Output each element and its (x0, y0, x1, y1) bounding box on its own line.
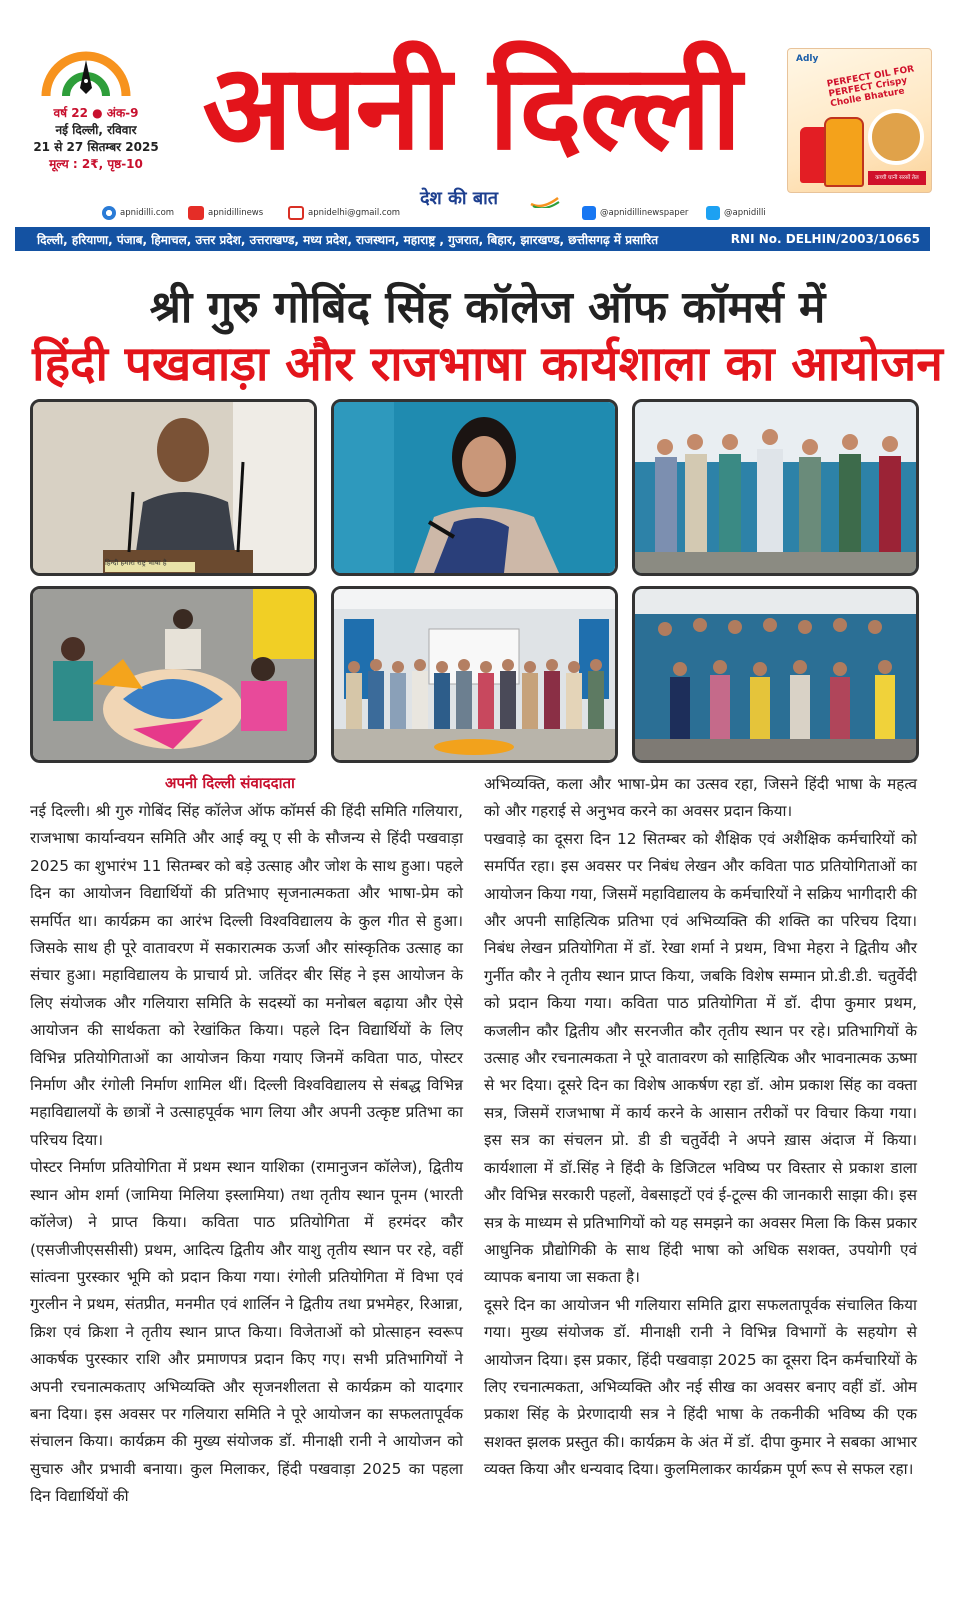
certificate-group-illustration (635, 402, 916, 573)
facebook-icon (582, 206, 596, 220)
rangoli-students-illustration (33, 589, 314, 760)
newspaper-title: अपनी दिल्ली (202, 38, 740, 176)
issue-number: वर्ष 22 ● अंक-9 (53, 106, 139, 120)
paragraph: पोस्टर निर्माण प्रतियोगिता में प्रथम स्थान याशिका (रामानुजन कॉलेज), द्वितीय स्थान ओम शर्मा (जामिया मिलिया इस्लामिया) तथा तृतीय स्थान पूनम (भारती कॉलेज) ने प्राप्त किया। कविता पाठ प्रतियोगिता में हरमंदर कौर (एसजीजीएससीसी) प्रथम, आदित्य द्वितीय और याशु तृतीय स्थान पर रहे, वहीं सांत्वना पुरस्कार भूमि को प्रदान किया गया। रंगोली प्रतियोगिता में विभा एवं गुरलीन ने प्रथम, संतप्रीत, मनमीत एवं शार्लिन ने द्वितीय तथा प्रभमेहर, रिआन्ना, क्रिश एवं क्रिशा ने तृतीय स्थान प्राप्त किया। विजेताओं को प्रोत्साहन स्वरूप आकर्षक पुरस्कार राशि और प्रमाणपत्र प्रदान किए गए। सभी प्रतिभागियों ने अपनी रचनात्मकताए अभिव्यक्ति और सृजनशीलता से कार्यक्रम को यादगार बना दिया। इस अवसर पर गलियारा समिति ने पूरे आयोजन का सफलतापूर्वक संचालन किया। कार्यक्रम की मुख्य संयोजक डॉ. मीनाक्षी रानी ने आयोजन को सुचारु और प्रभावी बनाया। कुल मिलाकर, हिंदी पखवाड़ा 2025 का पहला दिन विद्यार्थियों की (30, 1158, 463, 1506)
article-byline: अपनी दिल्ली संवाददाता (165, 774, 295, 792)
speaker-man-illustration (33, 402, 314, 573)
contact-website[interactable] (102, 203, 174, 223)
website-text: apnidilli.com (120, 208, 175, 218)
hall-group-illustration (334, 589, 615, 760)
twitter-text: @apnidilli (724, 208, 766, 218)
rni-number: RNI No. DELHIN/2003/10665 (730, 232, 920, 246)
youtube-text: apnidillinews (208, 208, 264, 218)
web-icon (102, 206, 116, 220)
price-pages: मूल्य : 2₹, पृष्ठ-10 (49, 157, 143, 171)
paragraph: अभिव्यक्ति, कला और भाषा-प्रेम का उत्सव रहा, जिसने हिंदी भाषा के महत्व को और गहराई से अनुभव करने का अवसर प्रदान किया। (484, 775, 917, 821)
circulation-bar (15, 227, 930, 251)
email-text: apnidelhi@gmail.com (308, 208, 401, 218)
paragraph: पखवाड़े का दूसरा दिन 12 सितम्बर को शैक्षिक एवं अशैक्षिक कर्मचारियों को समर्पित रहा। इस अवसर पर निबंध लेखन और कविता पाठ प्रतियोगिताओं का आयोजन किया गया, जिसमें महाविद्यालय के कर्मचारियों ने सक्रिय भागीदारी की और अपनी साहित्यिक प्रतिभा एवं अभिव्यक्ति की शक्ति का परिचय दिया। निबंध लेखन प्रतियोगिता में डॉ. रेखा शर्मा ने प्रथम, विभा मेहरा ने द्वितीय और गुर्नीत कौर ने तृतीय स्थान प्राप्त किया, जबकि विशेष सम्मान प्रो.डी.डी. चतुर्वेदी को प्रदान किया गया। कविता पाठ प्रतियोगिता में डॉ. दीपा कुमार प्रथम, कजलीन कौर द्वितीय और सरनजीत कौर तृतीय स्थान पर रहे। प्रतिभागियों के उत्साह और रचनात्मकता ने पूरे वातावरण को साहित्यिक और भावनात्मक ऊष्मा से भर दिया। दूसरे दिन का विशेष आकर्षण रहा डॉ. ओम प्रकाश सिंह का वक्ता सत्र, जिसमें राजभाषा में कार्य करने के आसान तरीकों पर विचार किया गया। इस सत्र का संचलन प्रो. डी डी चतुर्वेदी ने अपने ख़ास अंदाज में किया। कार्यशाला में डॉ.सिंह ने हिंदी के डिजिटल भविष्य पर विस्तार से प्रकाश डाला और विभिन्न सरकारी पहलों, वेबसाइटों एवं ई-टूल्स की जानकारी साझा की। इस सत्र के माध्यम से प्रतिभागियों को यह समझने का अवसर मिला कि किस प्रकार आधुनिक प्रौद्योगिकी के साथ हिंदी भाषा को अधिक सशक्त, उपयोगी एवं व्यापक बनाया जा सकता है। (484, 829, 917, 1287)
food-plate-image (868, 109, 924, 165)
place-day: नई दिल्ली, रविवार (55, 123, 137, 137)
podium-sign-text: हिन्दी हमारा राष्ट्र भाषा है (105, 559, 167, 567)
facebook-text: @apnidillinewspaper (600, 208, 689, 218)
contact-facebook[interactable] (582, 203, 688, 223)
paragraph: दूसरे दिन का आयोजन भी गलियारा समिति द्वारा सफलतापूर्वक संचालित किया गया। मुख्य संयोजक डॉ. मीनाक्षी रानी ने विभिन्न विभागों के सहयोग से आयोजन दिया। इस प्रकार, हिंदी पखवाड़ा 2025 का दूसरा दिन कर्मचारियों के लिए रचनात्मकता, अभिव्यक्ति और नई सीख का अवसर बनाए वहीं डॉ. ओम प्रकाश सिंह के प्रेरणादायी सत्र ने हिंदी भाषा के तकनीकी भविष्य की एक सशक्त झलक प्रस्तुत की। कार्यक्रम के अंत में डॉ. दीपा कुमार ने सबका आभार व्यक्त किया और धन्यवाद दिया। कुलमिलाकर कार्यक्रम पूर्ण रूप से सफल रहा। (484, 1295, 917, 1479)
ad-headline: PERFECT OIL FOR PERFECT Crispy Cholle Bhature (826, 64, 915, 110)
oil-advertisement[interactable] (787, 48, 932, 193)
ad-brand: Adly (796, 54, 819, 64)
issue-info (32, 105, 160, 173)
photo-rangoli-students[interactable] (30, 586, 317, 763)
staff-group-illustration (635, 589, 916, 760)
photo-hall-group[interactable] (331, 586, 618, 763)
youtube-icon (188, 206, 204, 220)
headline-line-1: श्री गुरु गोबिंद सिंह कॉलेज ऑफ कॉमर्स में (149, 282, 826, 333)
photo-speaker-woman[interactable] (331, 399, 618, 576)
contact-email[interactable] (288, 203, 400, 223)
newspaper-logo (40, 48, 132, 98)
photo-certificate-group[interactable] (632, 399, 919, 576)
twitter-icon (706, 206, 720, 220)
article-column-2 (484, 771, 917, 1484)
oil-can-image (824, 117, 864, 187)
tagline: देश की बात (420, 188, 499, 209)
speaker-woman-illustration (334, 402, 615, 573)
headline-line-2: हिंदी पखवाड़ा और राजभाषा कार्यशाला का आयोजन (32, 336, 943, 392)
ad-strip: कच्ची घानी सरसों तेल (868, 171, 926, 185)
issue-dates: 21 से 27 सितम्बर 2025 (33, 140, 159, 154)
photo-speaker-man[interactable] (30, 399, 317, 576)
contact-twitter[interactable] (706, 203, 766, 223)
photo-staff-group[interactable] (632, 586, 919, 763)
article-column-1 (30, 798, 463, 1511)
contact-youtube[interactable] (188, 203, 263, 223)
circulation-regions: दिल्ली, हरियाणा, पंजाब, हिमाचल, उत्तर प्रदेश, उत्तराखण्ड, मध्य प्रदेश, राजस्थान, महाराष्ट्र , गुजरात, बिहार, झारखण्ड, छत्तीसगढ़ में प्रसारित (37, 232, 659, 247)
gmail-icon (288, 206, 304, 220)
tagline-swoosh-icon (530, 196, 560, 208)
paragraph: नई दिल्ली। श्री गुरु गोबिंद सिंह कॉलेज ऑफ कॉमर्स की हिंदी समिति गलियारा, राजभाषा कार्यान्वयन समिति और आई क्यू ए सी के सौजन्य से हिंदी पखवाड़ा 2025 का शुभारंभ 11 सितम्बर को बड़े उत्साह और जोश के साथ हुआ। पहले दिन का आयोजन विद्यार्थियों की प्रतिभाए सृजनात्मकता और भाषा-प्रेम को समर्पित था। कार्यक्रम का आरंभ दिल्ली विश्वविद्यालय के कुल गीत से हुआ। जिसके साथ ही पूरे वातावरण में सकारात्मक ऊर्जा और सांस्कृतिक उत्साह का संचार हुआ। महाविद्यालय के प्राचार्य प्रो. जतिंदर बीर सिंह ने इस आयोजन के लिए संयोजक और गलियारा समिति के सदस्यों का मनोबल बढ़ाया और ऐसे आयोजन की सार्थकता को रेखांकित किया। पहले दिन विद्यार्थियों के लिए विभिन्न प्रतियोगिताओं का आयोजन किया गयाए जिनमें कविता पाठ, पोस्टर निर्माण और रंगोली निर्माण शामिल थीं। दिल्ली विश्वविद्यालय से संबद्ध विभिन्न महाविद्यालयों के छात्रों ने उत्साहपूर्वक भाग लिया और अपनी उत्कृष्ट प्रतिभा का परिचय दिया। (30, 802, 463, 1149)
